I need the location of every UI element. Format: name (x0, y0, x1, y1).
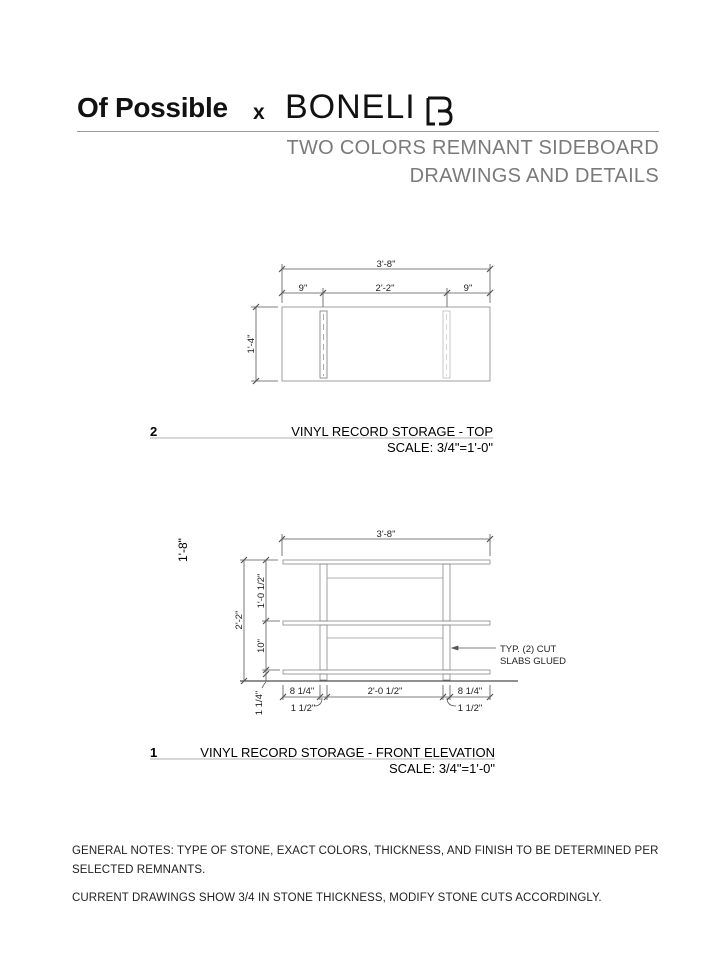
svg-text:8 1/4": 8 1/4" (289, 686, 315, 697)
document-title: TWO COLORS REMNANT SIDEBOARD (286, 137, 659, 159)
svg-text:2'-0 1/2": 2'-0 1/2" (367, 686, 403, 697)
drawing-1-number: 1 (150, 745, 158, 760)
drawing-1-title: VINYL RECORD STORAGE - FRONT ELEVATION (200, 745, 495, 760)
drawing-1-scale: SCALE: 3/4"=1'-0" (388, 761, 495, 776)
svg-text:1'-8": 1'-8" (176, 538, 190, 562)
drawing-2-scale: SCALE: 3/4"=1'-0" (386, 440, 493, 455)
svg-text:3'-8": 3'-8" (376, 529, 396, 540)
brand-boneli: BONELI (285, 88, 416, 126)
svg-text:1'-4": 1'-4" (246, 334, 257, 354)
svg-text:2'-2": 2'-2" (375, 283, 395, 294)
svg-text:1'-0 1/2": 1'-0 1/2" (256, 573, 267, 609)
callout-text-1: TYP. (2) CUT (500, 644, 557, 655)
callout-text-2: SLABS GLUED (500, 656, 566, 667)
svg-text:1 1/2": 1 1/2" (457, 703, 483, 714)
dim-top-overall: 3'-8" (376, 259, 396, 270)
brand-of-possible: Of Possible (77, 92, 228, 123)
svg-text:2'-2": 2'-2" (234, 610, 245, 630)
svg-text:9": 9" (463, 283, 473, 294)
general-notes: GENERAL NOTES: TYPE OF STONE, EXACT COLORS, THICKNESS, AND FINISH TO BE DETERMINED PER SELECTED REMNANTS. (72, 845, 659, 876)
drawing-2-title: VINYL RECORD STORAGE - TOP (291, 424, 493, 439)
svg-text:1 1/4": 1 1/4" (254, 690, 265, 716)
document-subtitle: DRAWINGS AND DETAILS (409, 165, 659, 187)
drawing-2-number: 2 (150, 424, 158, 439)
svg-text:1 1/2": 1 1/2" (290, 703, 316, 714)
brand-separator: x (253, 101, 265, 124)
current-drawings-note: CURRENT DRAWINGS SHOW 3/4 IN STONE THICKNESS, MODIFY STONE CUTS ACCORDINGLY. (72, 892, 602, 904)
svg-text:9": 9" (298, 283, 308, 294)
top-view-slab (282, 307, 490, 381)
svg-text:10": 10" (256, 639, 267, 653)
svg-text:8 1/4": 8 1/4" (457, 686, 483, 697)
